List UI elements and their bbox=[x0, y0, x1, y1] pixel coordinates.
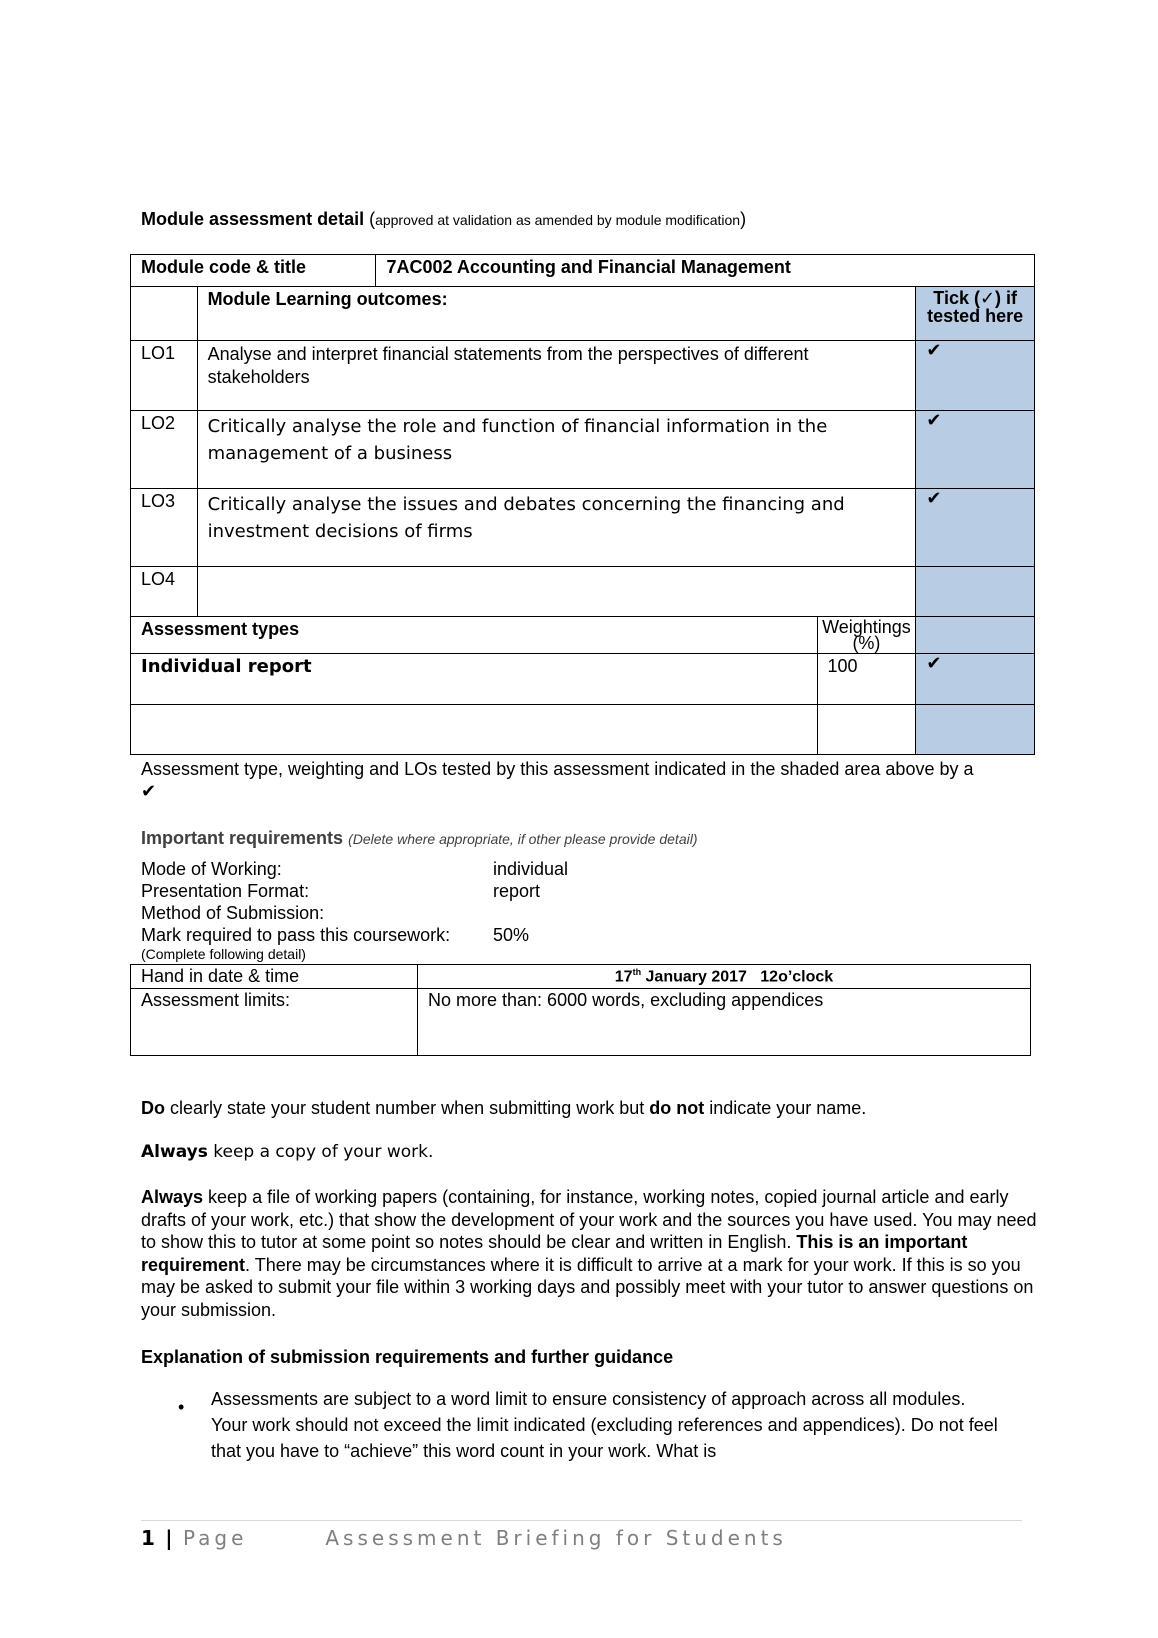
shaded-note bbox=[141, 758, 1061, 803]
module-code-value: 7AC002 Accounting and Financial Management bbox=[376, 255, 1035, 287]
requirement-label: Mark required to pass this coursework: bbox=[141, 925, 451, 945]
lo-tick bbox=[916, 567, 1035, 617]
bullet-text: Assessments are subject to a word limit to ensure consistency of approach across all modules. Your work should not exceed the limit indicated (excluding references and appendices). Do not feel that you have to “achieve” this word count in your work. What is bbox=[211, 1389, 998, 1461]
footer-separator: | bbox=[165, 1526, 173, 1550]
lo-header: Module Learning outcomes: bbox=[197, 287, 916, 341]
weightings-label: Weightings (%) bbox=[817, 617, 916, 654]
page-number: 1 bbox=[141, 1526, 155, 1550]
lo-id: LO3 bbox=[131, 489, 198, 567]
section-subtitle: approved at validation as amended by module modification bbox=[375, 212, 741, 228]
hand-in-table bbox=[130, 964, 1031, 1056]
check-icon: ✔ bbox=[926, 653, 942, 674]
limits-value: No more than: 6000 words, excluding appendices bbox=[418, 989, 1031, 1056]
p2-bold: Always bbox=[141, 1142, 208, 1162]
p3-bold: Always bbox=[141, 1187, 204, 1207]
hand-in-day: 17 bbox=[614, 968, 633, 986]
check-icon: ✔ bbox=[926, 340, 942, 361]
requirement-value: report bbox=[493, 881, 541, 901]
hand-in-value bbox=[418, 965, 1031, 989]
lo-id: LO1 bbox=[131, 341, 198, 411]
working-papers-paragraph bbox=[141, 1186, 1041, 1321]
requirements-heading bbox=[141, 828, 697, 849]
lo-text bbox=[197, 567, 916, 617]
assessment-type: Individual report bbox=[131, 654, 818, 705]
hand-in-label: Hand in date & time bbox=[131, 965, 418, 989]
assessment-tick bbox=[916, 654, 1035, 705]
lo-id: LO2 bbox=[131, 411, 198, 489]
check-icon: ✔ bbox=[926, 488, 942, 509]
check-icon: ✔ bbox=[926, 410, 942, 431]
lo-id-blank bbox=[131, 287, 198, 341]
p1-bold-do-not: do not bbox=[649, 1098, 705, 1118]
requirements-hint: (Delete where appropriate, if other please provide detail) bbox=[348, 831, 698, 847]
lo-text: Critically analyse the issues and debates concerning the financing and investment decisions of firms bbox=[197, 489, 916, 567]
bullet-icon: • bbox=[178, 1397, 185, 1417]
section-title: Module assessment detail bbox=[141, 209, 365, 229]
complete-note: (Complete following detail) bbox=[141, 946, 306, 962]
check-icon: ✔ bbox=[141, 781, 157, 802]
p2-rest: keep a copy of your work. bbox=[207, 1142, 434, 1162]
guidance-heading: Explanation of submission requirements and further guidance bbox=[141, 1347, 674, 1367]
requirement-value: individual bbox=[493, 859, 569, 879]
student-number-paragraph bbox=[141, 1097, 1041, 1120]
module-table bbox=[130, 254, 1035, 755]
assessment-type-blank bbox=[131, 705, 818, 755]
p3-rest2: . There may be circumstances where it is difficult to arrive at a mark for your work. If this is so you may be asked to submit your file within 3 working days and possibly meet with your tutor to answer questions on your submission. bbox=[141, 1254, 1034, 1320]
hand-in-day-suffix: th bbox=[632, 967, 642, 977]
lo-tick bbox=[916, 489, 1035, 567]
limits-label: Assessment limits: bbox=[131, 989, 418, 1056]
shaded-note-text: Assessment type, weighting and LOs tested by this assessment indicated in the shaded area above by a bbox=[141, 759, 974, 779]
assessment-tick-header bbox=[916, 617, 1035, 654]
tick-header: Tick (✓) if tested here bbox=[916, 287, 1035, 341]
lo-tick bbox=[916, 411, 1035, 489]
p3-rest1: keep a file of working papers (containing, for instance, working notes, copied journal article and early drafts of your work, etc.) that show the development of your work and the sources you have used. You may need to show this to tutor at some point so notes should be clear and written in English. bbox=[141, 1187, 1037, 1252]
lo-id: LO4 bbox=[131, 567, 198, 617]
requirement-value: 50% bbox=[493, 925, 530, 945]
footer-divider bbox=[141, 1520, 1022, 1521]
p1-end: indicate your name. bbox=[704, 1098, 867, 1118]
footer-doc-title: Assessment Briefing for Students bbox=[325, 1526, 787, 1550]
requirement-label: Mode of Working: bbox=[141, 859, 282, 879]
assessment-weighting: 100 bbox=[817, 654, 916, 705]
keep-copy-paragraph bbox=[141, 1141, 1041, 1164]
assessment-weighting-blank bbox=[817, 705, 916, 755]
p1-bold-do: Do bbox=[141, 1098, 165, 1118]
assessment-tick-blank bbox=[916, 705, 1035, 755]
requirement-label: Presentation Format: bbox=[141, 881, 310, 901]
requirements-title: Important requirements bbox=[141, 828, 344, 848]
p1-mid: clearly state your student number when submitting work but bbox=[165, 1098, 650, 1118]
lo-text: Analyse and interpret financial statements from the perspectives of different stakeholders bbox=[197, 341, 916, 411]
p3-bold2: This is an important requirement bbox=[141, 1232, 968, 1275]
module-code-label: Module code & title bbox=[131, 255, 376, 287]
lo-text: Critically analyse the role and function of financial information in the management of a business bbox=[197, 411, 916, 489]
section-heading: Module assessment detail (approved at validation as amended by module modification) bbox=[141, 209, 747, 229]
requirement-label: Method of Submission: bbox=[141, 903, 325, 923]
page-word: Page bbox=[182, 1526, 248, 1550]
hand-in-date-time: January 2017 12o’clock bbox=[641, 968, 834, 986]
assessment-types-label: Assessment types bbox=[131, 617, 818, 654]
lo-tick bbox=[916, 341, 1035, 411]
page-footer bbox=[141, 1526, 787, 1550]
